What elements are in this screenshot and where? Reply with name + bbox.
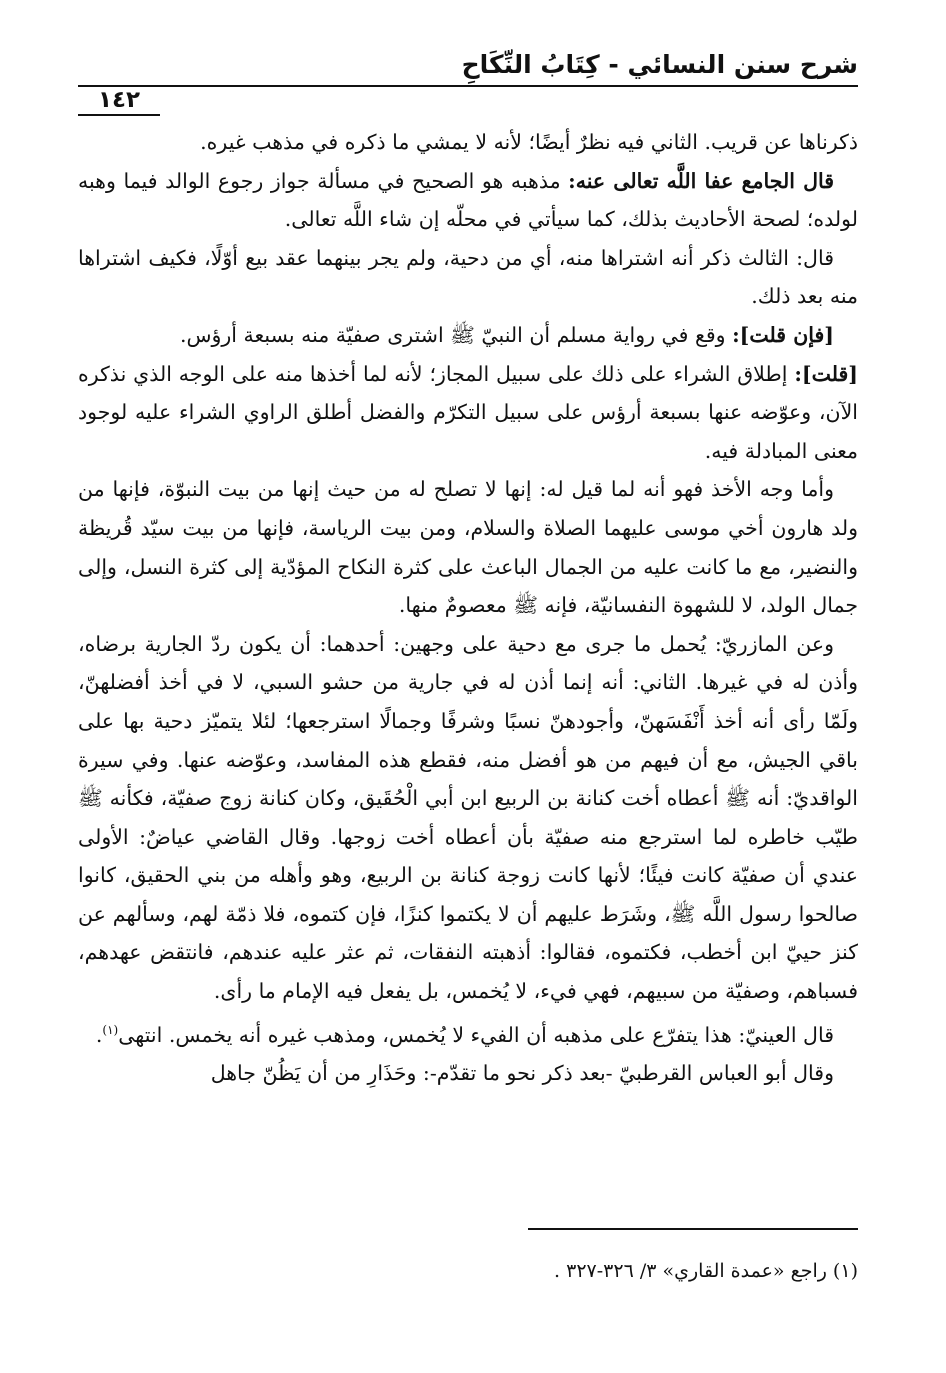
body-text	[78, 123, 858, 1093]
paragraph-text: قال: الثالث ذكر أنه اشتراها منه، أي من دحية، ولم يجر بينهما عقد بيع أوّلًا، فكيف اشتراها منه بعد ذلك.	[78, 245, 858, 309]
paragraph-label: [فإن قلت]:	[732, 322, 834, 347]
paragraph-text: مذهبه هو الصحيح في مسألة جواز رجوع الوالد فيما وهبه لولده؛ لصحة الأحاديث بذلك، كما سيأتي في محلّه إن شاء اللَّه تعالى.	[78, 168, 858, 232]
book-page	[78, 40, 858, 1350]
paragraph-label: [قلت]:	[794, 361, 858, 386]
footnote: (١) راجع «عمدة القاري» ٣/ ٣٢٦-٣٢٧ .	[554, 1260, 858, 1282]
page-header	[78, 40, 858, 113]
paragraph	[78, 162, 858, 239]
paragraph	[78, 625, 858, 1011]
paragraph-text: وقال أبو العباس القرطبيّ -بعد ذكر نحو ما تقدّم-: وحَذَارِ من أن يَظُنّ جاهل	[210, 1061, 834, 1086]
paragraph	[78, 470, 858, 624]
paragraph	[78, 1054, 858, 1093]
paragraph-text: وقع في رواية مسلم أن النبيّ ﷺ اشترى صفيّة منه بسبعة أرؤس.	[179, 322, 733, 347]
paragraph	[78, 239, 858, 316]
paragraph: قال العينيّ: هذا يتفرّع على مذهبه أن الفيء لا يُخمس، ومذهب غيره أنه يخمس. انتهى$^{(١)}$.	[95, 1022, 834, 1047]
paragraph-text: ذكرناها عن قريب. الثاني فيه نظرٌ أيضًا؛ لأنه لا يمشي ما ذكره في مذهب غيره.	[200, 130, 858, 154]
paragraph	[78, 123, 858, 162]
paragraph-text: قال العينيّ: هذا يتفرّع على مذهبه أن الفيء لا يُخمس، ومذهب غيره أنه يخمس. انتهى	[118, 1022, 834, 1047]
paragraph-text: وعن المازريّ: يُحمل ما جرى مع دحية على وجهين: أحدهما: أن يكون ردّ الجارية برضاه، وأذن له في غيرها. الثاني: أنه إنما أذن له في جارية من حشو السبي، لا في أخذ أفضلهنّ، ولَمّا رأى أنه أخذ أَنْفَسَهنّ، وأجودهنّ نسبًا وشرفًا وجمالًا استرجعها؛ لئلا يتميّز دحية بها على باقي الجيش، مع أن فيهم من هو أفضل منه، فقطع هذه المفاسد، وعوّضه عنها. وفي سيرة الواقديّ: أنه ﷺ أعطاه أخت كنانة بن الربيع ابن أبي الْحُقَيق، وكان كنانة زوج صفيّة، فكأنه ﷺ طيّب خاطره لما استرجع منه صفيّة بأن أعطاه أخت زوجها. وقال القاضي عياضٌ: الأولى عندي أن صفيّة كانت فيئًا؛ لأنها كانت زوجة كنانة بن الربيع، وهو وأهله من بني الحقيق، كانوا صالحوا رسول اللَّه ﷺ، وشَرَط عليهم أن لا يكتموا كنزًا، فإن كتموه، فلا ذمّة لهم، وسألهم عن كنز حييّ ابن أخطب، فكتموه، فقالوا: أذهبته النفقات، ثم عثر عليه عندهم، فانتقض عهدهم، فسباهم، وصفيّة من سبيهم، فهي فيء، لا يُخمس، بل يفعل فيه الإمام ما رأى.	[78, 631, 858, 1004]
footnote-rule	[528, 1228, 858, 1230]
footnote-reference: (١)	[102, 1022, 119, 1037]
paragraph-text: وأما وجه الأخذ فهو أنه لما قيل له: إنها لا تصلح له من حيث إنها من بيت النبوّة، فإنها من ولد هارون أخي موسى عليهما الصلاة والسلام، ومن بيت الرياسة، فإنها من بيت سيّد قُريظة والنضير، مع ما كانت عليه من الجمال الباعث على كثرة النكاح المؤدّية إلى كثرة النسل، وإلى جمال الولد، لا للشهوة النفسانيّة، فإنه ﷺ معصومٌ منها.	[78, 477, 858, 618]
paragraph	[78, 316, 858, 355]
header-rule	[78, 85, 858, 87]
running-title: شرح سنن النسائي - كِتَابُ النِّكَاحِ	[461, 50, 858, 79]
paragraph-label: قال الجامع عفا اللَّه تعالى عنه:	[568, 168, 835, 193]
page-number: ١٤٢	[78, 87, 160, 116]
paragraph-text: إطلاق الشراء على ذلك على سبيل المجاز؛ لأنه لما أخذها منه على الوجه الذي نذكره الآن، وعوّضه عنها بسبعة أرؤس على سبيل التكرّم والفضل أطلق الراوي الشراء عليه لوجود معنى المبادلة فيه.	[78, 361, 858, 463]
paragraph	[78, 355, 858, 471]
